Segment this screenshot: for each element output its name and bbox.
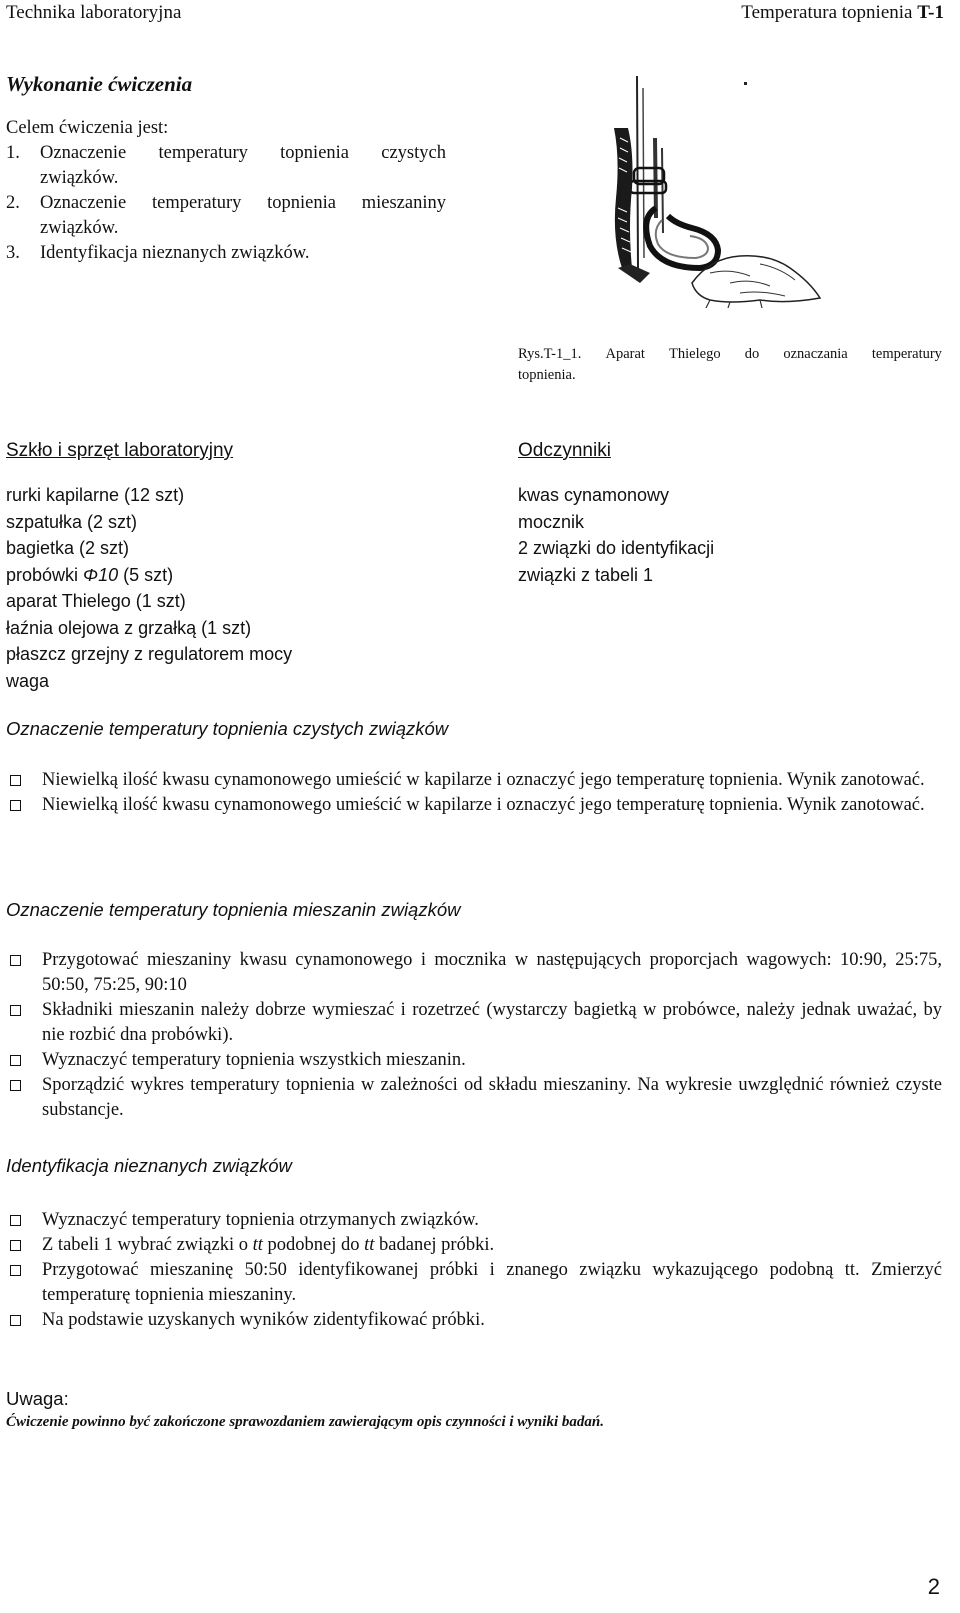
tubes-diameter: Φ10 [83, 564, 119, 585]
intro-item [6, 141, 446, 191]
list-item [6, 1233, 942, 1258]
equipment-heading: Szkło i sprzęt laboratoryjny [6, 440, 234, 461]
intro-item [6, 191, 446, 241]
checkbox-bullet-icon [6, 1048, 42, 1073]
checkbox-bullet-icon [6, 948, 42, 998]
equipment-item: łaźnia olejowa z grzałką (1 szt) [6, 617, 252, 638]
equipment-item: rurki kapilarne (12 szt) [6, 485, 185, 505]
list-item-text: Przygotować mieszaninę 50:50 identyfikowanej próbki i znanego związku wykazującego podobną tt. Zmierzyć temperaturę topnienia mieszaniny. [42, 1260, 942, 1305]
list-item [6, 1308, 942, 1333]
reagent-item: związki z tabeli 1 [518, 564, 654, 585]
intro-lead: Celem ćwiczenia jest: [6, 118, 169, 138]
checkbox-bullet-icon [6, 1258, 42, 1308]
reagent-item: kwas cynamonowy [518, 485, 670, 505]
list-item [6, 768, 942, 793]
reagents-list [518, 482, 714, 588]
list-item [6, 998, 942, 1048]
equipment-item: płaszcz grzejny z regulatorem mocy [6, 644, 293, 664]
intro-block [6, 116, 446, 266]
list-item-text: Niewielką ilość kwasu cynamonowego umieścić w kapilarze i oznaczyć jego temperaturę topnienia. Wynik zanotować. [42, 770, 925, 790]
list-item [6, 1048, 942, 1073]
checkbox-bullet-icon [6, 1233, 42, 1258]
caption-word: temperatury [871, 346, 942, 362]
reagents-heading: Odczynniki [518, 440, 611, 461]
header-code: T-1 [917, 2, 944, 23]
page-number: 2 [927, 1574, 940, 1599]
equipment-item: waga [6, 670, 50, 691]
section-pure-title: Oznaczenie temperatury topnienia czystych związków [6, 718, 449, 739]
header-left: Technika laboratoryjna [6, 2, 182, 23]
caption-word: oznaczania [783, 346, 848, 362]
list-item-text: Przygotować mieszaniny kwasu cynamonowego i mocznika w następujących proporcjach wagowych: 10:90, 25:75, 50:50, 75:25, 90:10 [42, 950, 942, 995]
tt-abbrev: tt [252, 1235, 263, 1255]
list-item [6, 793, 942, 818]
tt-abbrev: tt [364, 1235, 375, 1255]
caption-line-1 [518, 344, 942, 365]
text-part: Z tabeli 1 wybrać związki o [42, 1235, 253, 1255]
checkbox-bullet-icon [6, 998, 42, 1048]
caption-word: Rys.T-1_1. [518, 346, 582, 362]
section-mix-title: Oznaczenie temperatury topnienia mieszanin związków [6, 899, 461, 920]
thiele-apparatus-figure [610, 68, 840, 308]
item-number: 1. [6, 143, 20, 163]
note-label: Uwaga: [6, 1388, 69, 1409]
figure-caption [518, 344, 942, 386]
list-item [6, 1258, 942, 1308]
note-text: Ćwiczenie powinno być zakończone sprawozdaniem zawierającym opis czynności i wyniki badań. [6, 1414, 604, 1430]
header-right [741, 2, 944, 24]
section-ident-title: Identyfikacja nieznanych związków [6, 1155, 292, 1176]
thiele-apparatus-icon [610, 68, 840, 308]
list-item-text: Wyznaczyć temperatury topnienia wszystkich mieszanin. [42, 1050, 466, 1070]
caption-line-2: topnienia. [518, 367, 576, 383]
equipment-item-tubes [6, 562, 292, 589]
caption-word: do [744, 346, 760, 362]
tubes-prefix: probówki [6, 564, 84, 585]
equipment-item: szpatułka (2 szt) [6, 511, 138, 532]
list-item-text: Sporządzić wykres temperatury topnienia w zależności od składu mieszaniny. Na wykresie uwzględnić również czyste substancje. [42, 1075, 942, 1120]
list-item [6, 1208, 942, 1233]
checkbox-bullet-icon [6, 1208, 42, 1233]
item-text: Oznaczenie temperatury topnienia mieszaniny związków. [40, 193, 446, 238]
item-text: Identyfikacja nieznanych związków. [40, 243, 310, 263]
caption-word: Thielego [669, 346, 721, 362]
checkbox-bullet-icon [6, 1308, 42, 1333]
list-item-text: Na podstawie uzyskanych wyników zidentyfikować próbki. [42, 1310, 485, 1330]
caption-word: Aparat [605, 346, 645, 362]
checkbox-bullet-icon [6, 768, 42, 793]
reagent-item: 2 związki do identyfikacji [518, 538, 715, 558]
section-pure-list [6, 768, 942, 818]
list-item-text [42, 1233, 942, 1258]
section-ident-list [6, 1208, 942, 1333]
text-part: badanej próbki. [374, 1235, 495, 1255]
checkbox-bullet-icon [6, 1073, 42, 1123]
item-number: 3. [6, 243, 20, 263]
item-text: Oznaczenie temperatury topnienia czystych związków. [40, 143, 446, 188]
text-part: podobnej do [262, 1235, 365, 1255]
intro-item [6, 241, 446, 266]
tubes-suffix: (5 szt) [118, 564, 174, 585]
list-item-text: Wyznaczyć temperatury topnienia otrzymanych związków. [42, 1210, 479, 1230]
equipment-item: aparat Thielego (1 szt) [6, 591, 186, 611]
list-item [6, 1073, 942, 1123]
item-number: 2. [6, 193, 20, 213]
list-item-text: Niewielką ilość kwasu cynamonowego umieścić w kapilarze i oznaczyć jego temperaturę topnienia. Wynik zanotować. [42, 795, 925, 815]
section-title: Wykonanie ćwiczenia [6, 72, 193, 96]
equipment-item: bagietka (2 szt) [6, 538, 130, 558]
header-title: Temperatura topnienia [741, 2, 913, 23]
equipment-list [6, 482, 292, 694]
checkbox-bullet-icon [6, 793, 42, 818]
list-item [6, 948, 942, 998]
reagent-item: mocznik [518, 511, 585, 532]
section-mix-list [6, 948, 942, 1123]
list-item-text: Składniki mieszanin należy dobrze wymieszać i rozetrzeć (wystarczy bagietką w probówce, należy jednak uważać, by nie rozbić dna probówki). [42, 1000, 942, 1045]
